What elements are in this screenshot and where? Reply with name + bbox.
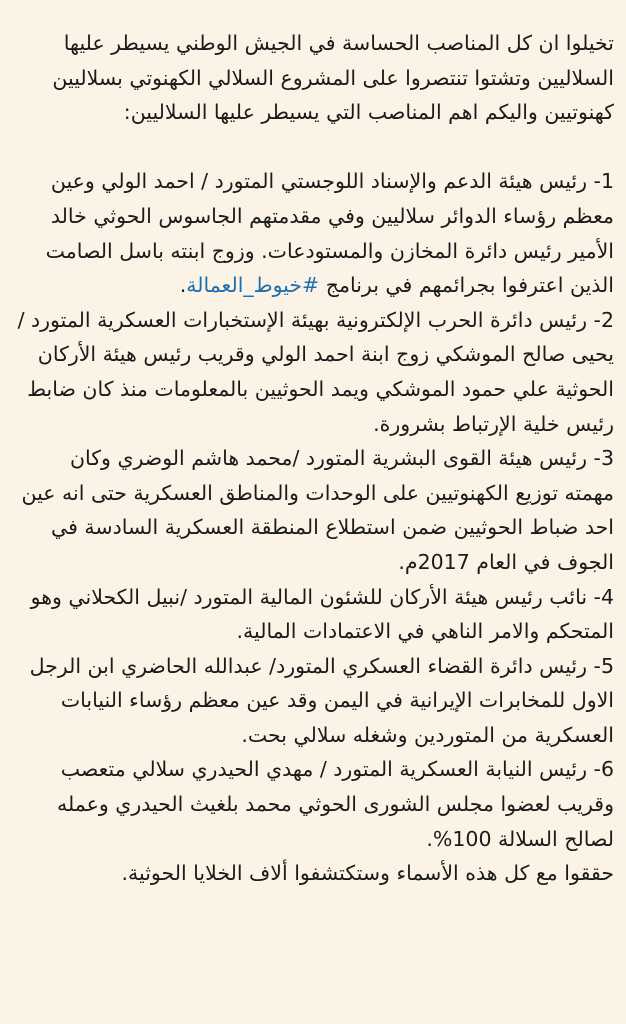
list-item-2: 2- رئيس دائرة الحرب الإلكترونية بهيئة الإستخبارات العسكرية المتورد / يحيى صالح الموشكي زوج ابنة احمد الولي وقريب رئيس هيئة الأركان الحوثية علي حمود الموشكي ويمد الحوثيين بالمعلومات منذ كان ضابط رئيس خلية الإرتباط بشرورة. [17, 307, 614, 436]
list-item-3: 3- رئيس هيئة القوى البشرية المتورد /محمد هاشم الوضري وكان مهمته توزيع الكهنوتيين على الوحدات والمناطق العسكرية حتى انه عين احد ضباط الحوثيين ضمن استطلاع المنطقة العسكرية السادسة في الجوف في العام 2017م. [21, 446, 614, 574]
intro-paragraph: تخيلوا ان كل المناصب الحساسة في الجيش الوطني يسيطر عليها السلاليين وتشتوا تنتصروا على المشروع السلالي الكهنوتي بسلاليين كهنوتيين واليكم اهم المناصب التي يسيطر عليها السلاليين: [52, 31, 614, 125]
paragraph-spacer [16, 130, 614, 165]
list-item-4: 4- نائب رئيس هيئة الأركان للشئون المالية المتورد /نبيل الكحلاني وهو المتحكم والامر الناهي في الاعتمادات المالية. [30, 584, 614, 644]
list-item-1-suffix: . [179, 273, 187, 298]
list-item-1-text: 1- رئيس هيئة الدعم والإسناد اللوجستي المتورد / احمد الولي وعين معظم رؤساء الدوائر سلاليين وفي مقدمتهم الجاسوس الحوثي خالد الأمير رئيس دائرة المخازن والمستودعات. وزوج ابنته باسل الصامت الذين اعترفوا بجرائمهم في برنامج [45, 169, 614, 298]
hashtag-link[interactable]: #خيوط_العمالة [186, 273, 320, 298]
list-item-1 [16, 164, 614, 302]
list-item-5: 5- رئيس دائرة القضاء العسكري المتورد/ عبدالله الحاضري ابن الرجل الاول للمخابرات الإيرانية في اليمن وقد عين معظم رؤساء النيابات العسكرية من المتوردين وشغله سلالي بحت. [29, 653, 614, 747]
closing-paragraph: حققوا مع كل هذه الأسماء وستكتشفوا ألاف الخلايا الحوثية. [121, 861, 614, 886]
list-item-6: 6- رئيس النيابة العسكرية المتورد / مهدي الحيدري سلالي متعصب وقريب لعضوا مجلس الشورى الحوثي محمد بلغيث الحيدري وعمله لصالح السلالة 100%. [57, 757, 614, 851]
